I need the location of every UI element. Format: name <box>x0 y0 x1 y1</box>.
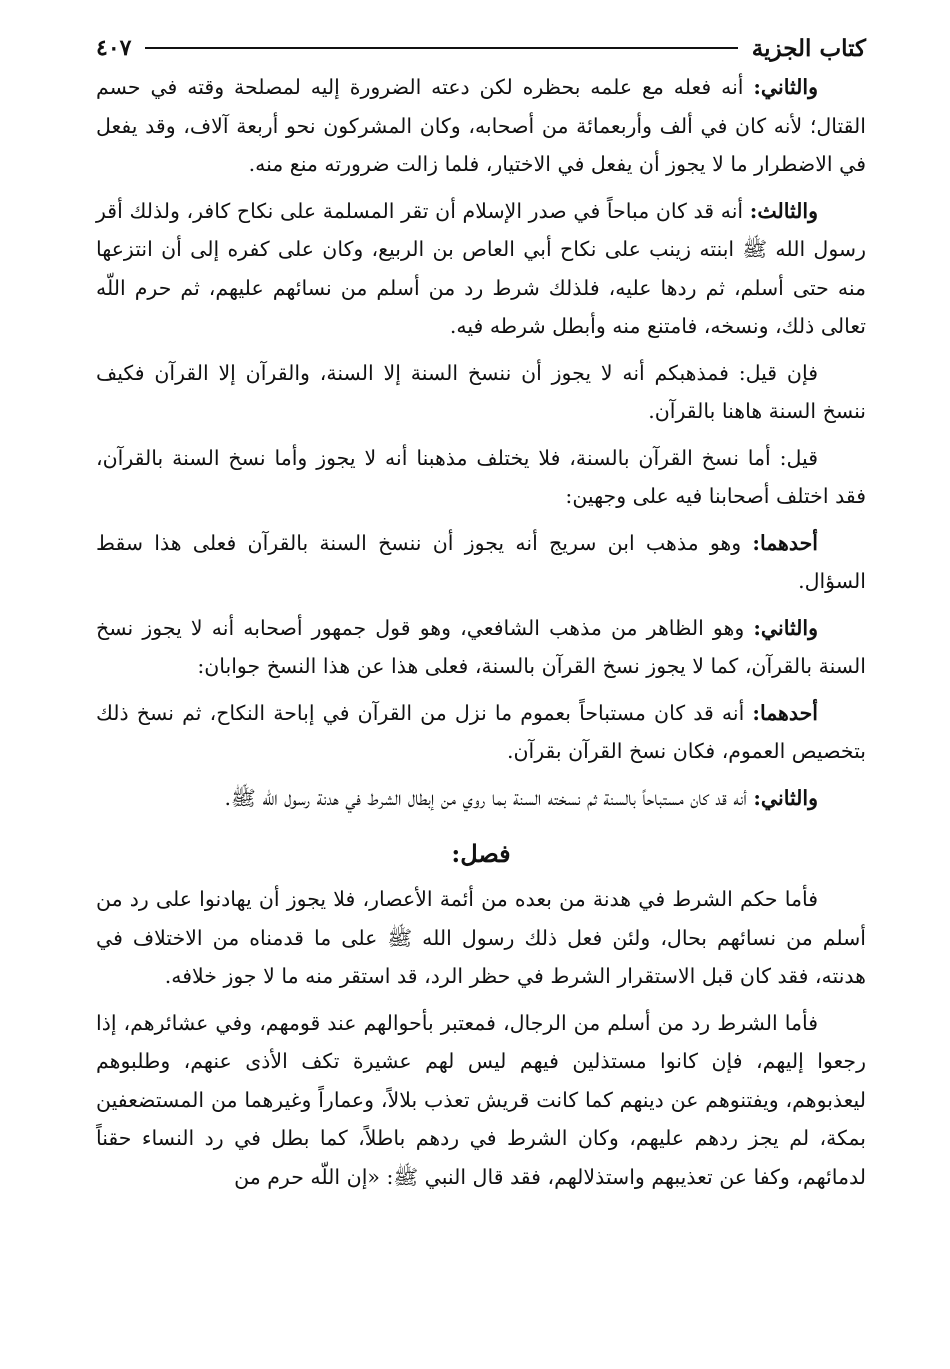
section-paragraph <box>96 880 866 996</box>
document-page <box>96 28 866 1204</box>
paragraph-lead: أحدهما: <box>752 530 818 555</box>
page-number: ٤٠٧ <box>96 35 132 61</box>
page-header <box>96 28 866 68</box>
section-paragraph <box>96 1004 866 1197</box>
paragraph-text: قيل: أما نسخ القرآن بالسنة، فلا يختلف مذهبنا أنه لا يجوز وأما نسخ السنة بالقرآن، فقد اختلف أصحابنا فيه على وجهين: <box>96 445 866 508</box>
paragraph-text: أنه قد كان مستباحاً بالسنة ثم نسخته السنة بما روي من إبطال الشرط في هدنة رسول الله ﷺ. <box>224 785 754 810</box>
section-heading: فصل: <box>451 839 511 868</box>
running-title: كتاب الجزية <box>751 34 866 62</box>
paragraph-lead: والثالث: <box>749 198 818 223</box>
paragraph <box>96 192 866 346</box>
header-rule <box>145 47 737 49</box>
paragraph-text: فأما الشرط رد من أسلم من الرجال، فمعتبر بأحوالهم عند قومهم، وفي عشائرهم، إذا رجعوا إليهم، فإن كانوا مستذلين فيهم ليس لهم عشيرة تكف الأذى عنهم، وطلبوهم ليعذبوهم، ويفتنوهم عن دينهم كما كانت قريش تعذب بلالاً، وعماراً وغيرهما من المستضعفين بمكة، لم يجز ردهم عليهم، وكان الشرط في ردهم باطلاً، كما بطل في رد النساء حقناً لدمائهم، وكفا عن تعذيبهم واستذلالهم، فقد قال النبي ﷺ: «إن اللّه حرم من <box>96 1010 866 1189</box>
paragraph <box>96 439 866 516</box>
paragraph-text: فإن قيل: فمذهبكم أنه لا يجوز أن ننسخ السنة إلا السنة، والقرآن إلا القرآن فكيف ننسخ السنة هاهنا بالقرآن. <box>96 360 866 423</box>
paragraph-lead: والثاني: <box>753 615 818 640</box>
paragraph-text: فأما حكم الشرط في هدنة من بعده من أئمة الأعصار، فلا يجوز أن يهادنوا على رد من أسلم من نسائهم بحال، ولئن فعل ذلك رسول الله ﷺ على ما قدمناه من الاختلاف في هدنته، فقد كان قبل الاستقرار الشرط في حظر الرد، قد استقر منه ما لا جوز خلافه. <box>96 887 866 988</box>
paragraph-text: أنه قد كان مستباحاً بعموم ما نزل من القرآن في إباحة النكاح، ثم نسخ ذلك بتخصيص العموم، فكان نسخ القرآن بقرآن. <box>96 700 866 763</box>
paragraph-text: أنه فعله مع علمه بحظره لكن دعته الضرورة إليه لمصلحة وقته في حسم القتال؛ لأنه كان في ألف وأربعمائة من أصحابه، وكان المشركون نحو أربعة آلاف، وقد يفعل في الاضطرار ما لا يجوز أن يفعل في الاختيار، فلما زالت ضرورته منع منه. <box>96 75 866 176</box>
paragraph-lead: والثاني: <box>753 785 818 810</box>
paragraph <box>96 609 866 686</box>
paragraph-text: أنه قد كان مباحاً في صدر الإسلام أن تقر المسلمة على نكاح كافر، ولذلك أقر رسول الله ﷺ ابنته زينب على نكاح أبي العاص بن الربيع، وكان على كفره إلى أن انتزعها منه حتى أسلم، ثم ردها عليه، فلذلك شرط رد من أسلم من نسائهم عليهم، ثم حرم اللّه تعالى ذلك، ونسخه، فامتنع منه وأبطل شرطه فيه. <box>96 198 866 338</box>
paragraph <box>96 68 866 184</box>
paragraph-lead: والثاني: <box>753 75 818 99</box>
paragraph <box>96 524 866 601</box>
paragraph <box>96 694 866 771</box>
paragraph-text: وهو مذهب ابن سريج أنه يجوز أن ننسخ السنة بالقرآن فعلى هذا سقط السؤال. <box>96 530 866 593</box>
paragraph <box>96 779 866 818</box>
paragraph <box>96 354 866 431</box>
paragraph-lead: أحدهما: <box>752 700 818 725</box>
paragraph-text: وهو الظاهر من مذهب الشافعي، وهو قول جمهور أصحابه أنه لا يجوز نسخ السنة بالقرآن، كما لا يجوز نسخ القرآن بالسنة، فعلى هذا عن هذا النسخ جوابان: <box>96 615 866 678</box>
